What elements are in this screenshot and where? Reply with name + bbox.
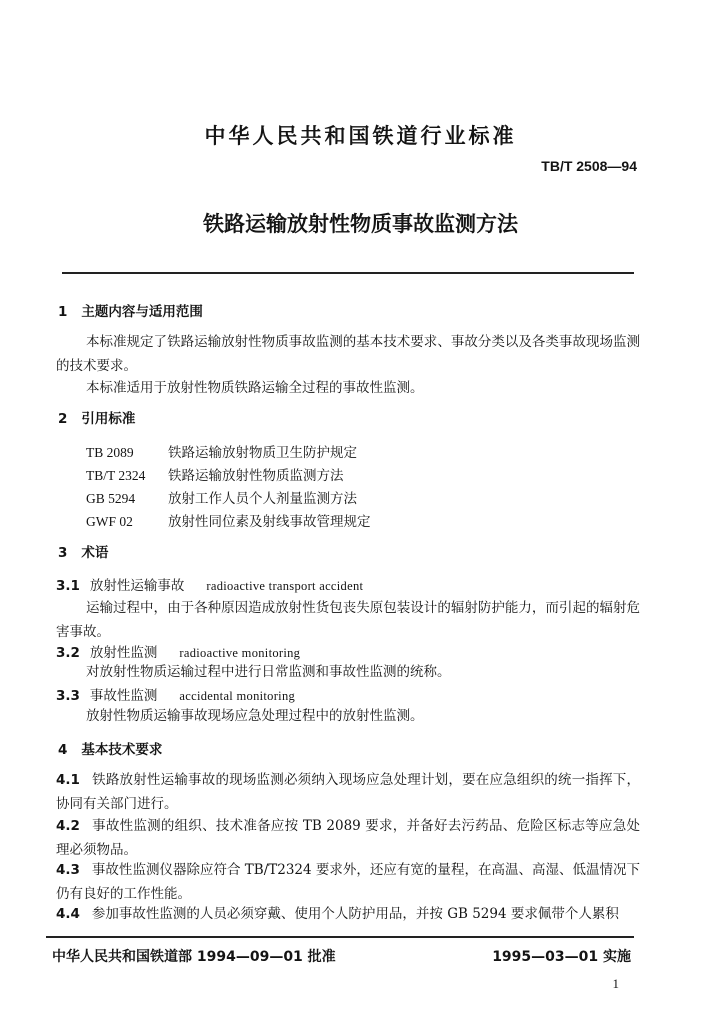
section-number: 1 bbox=[58, 304, 68, 320]
term-number: 3.1 bbox=[56, 578, 80, 594]
reference-title: 放射性同位素及射线事故管理规定 bbox=[168, 514, 371, 530]
standard-code: TB/T 2508—94 bbox=[541, 158, 637, 174]
section-1-heading bbox=[58, 300, 203, 320]
clause bbox=[56, 902, 640, 926]
reference-code: TB 2089 bbox=[86, 445, 134, 460]
section-number: 2 bbox=[58, 411, 68, 427]
term-heading bbox=[56, 684, 295, 704]
clause-text: 事故性监测的组织、技术准备应按 TB 2089 要求，并备好去污药品、危险区标志等应急处理必须物品。 bbox=[56, 818, 640, 858]
term-number: 3.3 bbox=[56, 688, 80, 704]
clause-text: 事故性监测仪器除应符合 TB/T2324 要求外，还应有宽的量程，在高温、高湿、低温情况下仍有良好的工作性能。 bbox=[56, 862, 640, 902]
section-4-heading bbox=[58, 738, 162, 758]
reference-code: GB 5294 bbox=[86, 491, 136, 506]
term-definition: 对放射性物质运输过程中进行日常监测和事故性监测的统称。 bbox=[86, 664, 451, 680]
document-title: 铁路运输放射性物质事故监测方法 bbox=[203, 212, 518, 236]
reference-row bbox=[86, 441, 357, 461]
reference-code: GWF 02 bbox=[86, 514, 133, 529]
section-1-paragraph-2: 本标准适用于放射性物质铁路运输全过程的事故性监测。 bbox=[86, 380, 424, 396]
header-rule bbox=[62, 272, 634, 274]
clause bbox=[56, 768, 640, 816]
reference-title: 放射工作人员个人剂量监测方法 bbox=[168, 491, 357, 507]
section-title: 术语 bbox=[81, 545, 109, 561]
clause-number: 4.4 bbox=[56, 906, 80, 922]
term-english: radioactive transport accident bbox=[206, 579, 364, 593]
reference-code: TB/T 2324 bbox=[86, 468, 146, 483]
section-number: 4 bbox=[58, 742, 68, 758]
reference-row bbox=[86, 464, 344, 484]
clause-number: 4.1 bbox=[56, 772, 80, 788]
clause-text: 参加事故性监测的人员必须穿戴、使用个人防护用品，并按 GB 5294 要求佩带个人累积 bbox=[91, 906, 619, 922]
page-number: 1 bbox=[612, 976, 619, 991]
term-chinese: 事故性监测 bbox=[89, 688, 158, 704]
approval-statement: 中华人民共和国铁道部 1994—09—01 批准 bbox=[52, 949, 336, 965]
effective-date: 1995—03—01 实施 bbox=[492, 949, 631, 965]
reference-row bbox=[86, 510, 371, 530]
clause bbox=[56, 858, 640, 906]
term-heading bbox=[56, 574, 363, 594]
clause-text: 铁路放射性运输事故的现场监测必须纳入现场应急处理计划，要在应急组织的统一指挥下，协同有关部门进行。 bbox=[56, 772, 640, 812]
term-heading bbox=[56, 641, 300, 661]
section-title: 基本技术要求 bbox=[81, 742, 163, 758]
section-number: 3 bbox=[58, 545, 68, 561]
reference-row bbox=[86, 487, 357, 507]
term-chinese: 放射性监测 bbox=[89, 645, 158, 661]
clause bbox=[56, 814, 640, 862]
term-definition: 运输过程中，由于各种原因造成放射性货包丧失原包装设计的辐射防护能力，而引起的辐射危害事故。 bbox=[56, 600, 640, 640]
section-2-heading bbox=[58, 407, 135, 427]
term-english: radioactive monitoring bbox=[179, 646, 301, 660]
issuer-title: 中华人民共和国铁道行业标准 bbox=[204, 124, 517, 148]
section-3-heading bbox=[58, 541, 108, 561]
term-definition: 放射性物质运输事故现场应急处理过程中的放射性监测。 bbox=[86, 708, 424, 724]
section-title: 引用标准 bbox=[81, 411, 136, 427]
clause-number: 4.2 bbox=[56, 818, 80, 834]
term-number: 3.2 bbox=[56, 645, 80, 661]
reference-title: 铁路运输放射物质卫生防护规定 bbox=[168, 445, 357, 461]
term-english: accidental monitoring bbox=[179, 689, 296, 703]
section-title: 主题内容与适用范围 bbox=[81, 304, 203, 320]
reference-title: 铁路运输放射性物质监测方法 bbox=[168, 468, 344, 484]
clause-number: 4.3 bbox=[56, 862, 80, 878]
section-1-paragraph-1: 本标准规定了铁路运输放射性物质事故监测的基本技术要求、事故分类以及各类事故现场监测的技术要求。 bbox=[56, 334, 640, 374]
footer-rule bbox=[46, 936, 634, 938]
term-chinese: 放射性运输事故 bbox=[89, 578, 185, 594]
